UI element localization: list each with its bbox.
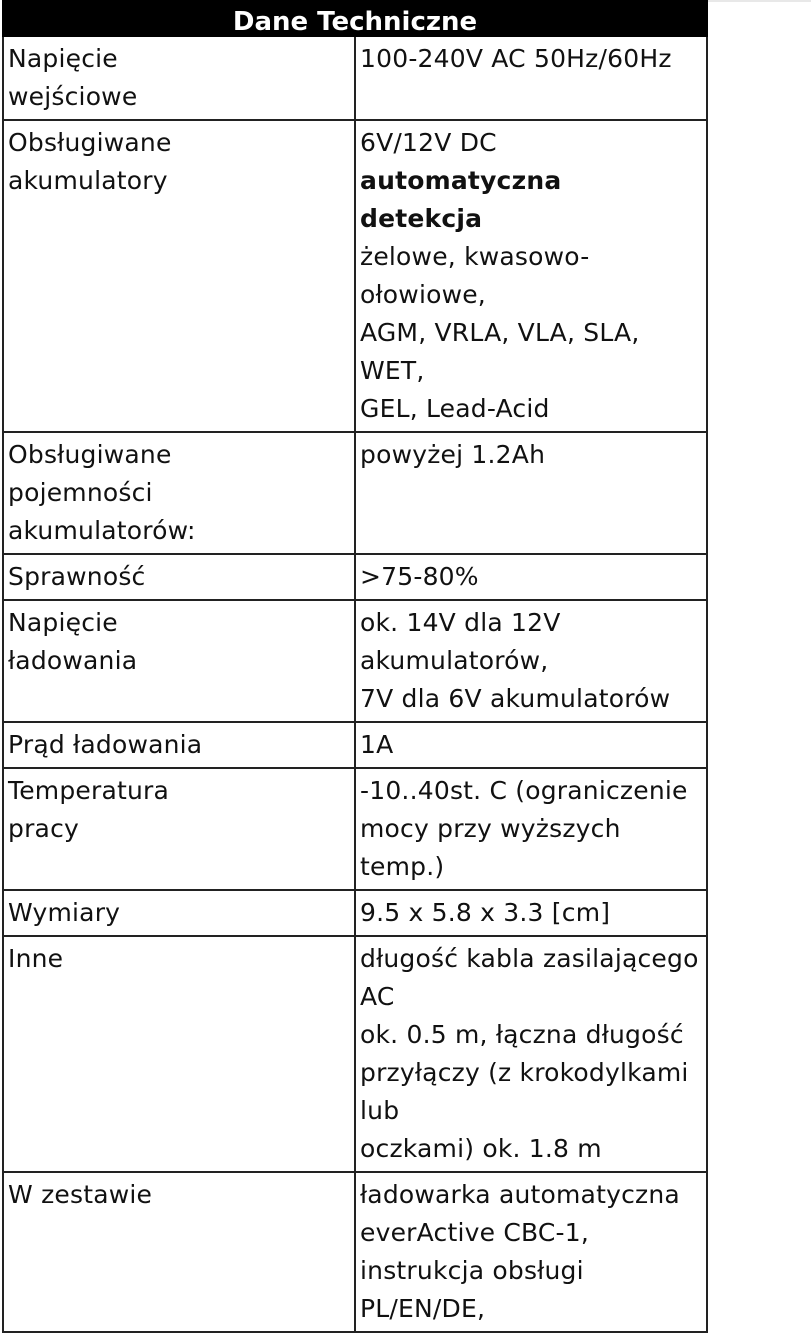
label-line: Temperatura [8, 776, 170, 805]
row-value [355, 936, 707, 1172]
value-line: instrukcja obsługi PL/EN/DE, [360, 1256, 584, 1323]
value-line: AGM, VRLA, VLA, SLA, WET, [360, 318, 640, 385]
value-line: >75-80% [360, 562, 479, 591]
row-label [3, 936, 355, 1172]
row-label [3, 1172, 355, 1332]
value-line: przyłączy (z krokodylkami lub [360, 1058, 689, 1125]
value-bold-text: detekcja [360, 204, 483, 233]
value-line: ok. 0.5 m, łączna długość [360, 1020, 684, 1049]
label-line: wejściowe [8, 82, 138, 111]
row-value [355, 432, 707, 554]
table-title-text: Dane Techniczne [232, 7, 478, 37]
value-prefix: 6V/12V DC [360, 128, 497, 157]
label-line: W zestawie [8, 1180, 153, 1209]
table-header-row [3, 1, 707, 36]
row-label [3, 890, 355, 936]
label-line: pojemności [8, 478, 153, 507]
row-label [3, 600, 355, 722]
row-label [3, 554, 355, 600]
label-line: Napięcie [8, 44, 118, 73]
table-row-dimensions [3, 890, 707, 936]
value-line: everActive CBC-1, [360, 1218, 590, 1247]
value-line: powyżej 1.2Ah [360, 440, 546, 469]
row-label [3, 120, 355, 432]
row-value [355, 554, 707, 600]
label-line: Napięcie [8, 608, 118, 637]
value-line: GEL, Lead-Acid [360, 394, 550, 423]
value-line [360, 124, 706, 200]
row-value [355, 722, 707, 768]
value-bold-text: automatyczna [360, 166, 562, 195]
value-line: żelowe, kwasowo-ołowiowe, [360, 242, 590, 309]
row-value [355, 890, 707, 936]
value-line: 1A [360, 730, 394, 759]
table-row-supported-capacities [3, 432, 707, 554]
row-label [3, 722, 355, 768]
label-line: akumulatorów: [8, 516, 196, 545]
row-value [355, 768, 707, 890]
table-row-charging-voltage [3, 600, 707, 722]
value-line: oczkami) ok. 1.8 m [360, 1134, 602, 1163]
row-label [3, 432, 355, 554]
table-row-package-contents [3, 1172, 707, 1332]
value-line: mocy przy wyższych temp.) [360, 814, 621, 881]
value-line: ok. 14V dla 12V [360, 608, 561, 637]
row-value [355, 600, 707, 722]
tech-spec-table [2, 0, 708, 1333]
value-line: ładowarka automatyczna [360, 1180, 680, 1209]
table-row-other [3, 936, 707, 1172]
top-divider [708, 0, 811, 2]
value-line: długość kabla zasilającego AC [360, 944, 699, 1011]
row-label [3, 36, 355, 120]
label-line: Prąd ładowania [8, 730, 203, 759]
row-value [355, 120, 707, 432]
row-label [3, 768, 355, 890]
value-line: akumulatorów, [360, 646, 549, 675]
value-line: -10..40st. C (ograniczenie [360, 776, 688, 805]
table-row-efficiency [3, 554, 707, 600]
label-line: Obsługiwane [8, 128, 172, 157]
label-line: Inne [8, 944, 64, 973]
table-title [3, 1, 707, 36]
label-line: akumulatory [8, 166, 168, 195]
value-line: 100-240V AC 50Hz/60Hz [360, 44, 672, 73]
row-value [355, 36, 707, 120]
label-line: Sprawność [8, 562, 146, 591]
value-line: 9.5 x 5.8 x 3.3 [cm] [360, 898, 611, 927]
label-line: Obsługiwane [8, 440, 172, 469]
table-row-charging-current [3, 722, 707, 768]
value-line: 7V dla 6V akumulatorów [360, 684, 671, 713]
table-row-operating-temperature [3, 768, 707, 890]
label-line: ładowania [8, 646, 138, 675]
label-line: pracy [8, 814, 80, 843]
label-line: Wymiary [8, 898, 121, 927]
row-value [355, 1172, 707, 1332]
table-row-input-voltage [3, 36, 707, 120]
table-row-supported-batteries [3, 120, 707, 432]
